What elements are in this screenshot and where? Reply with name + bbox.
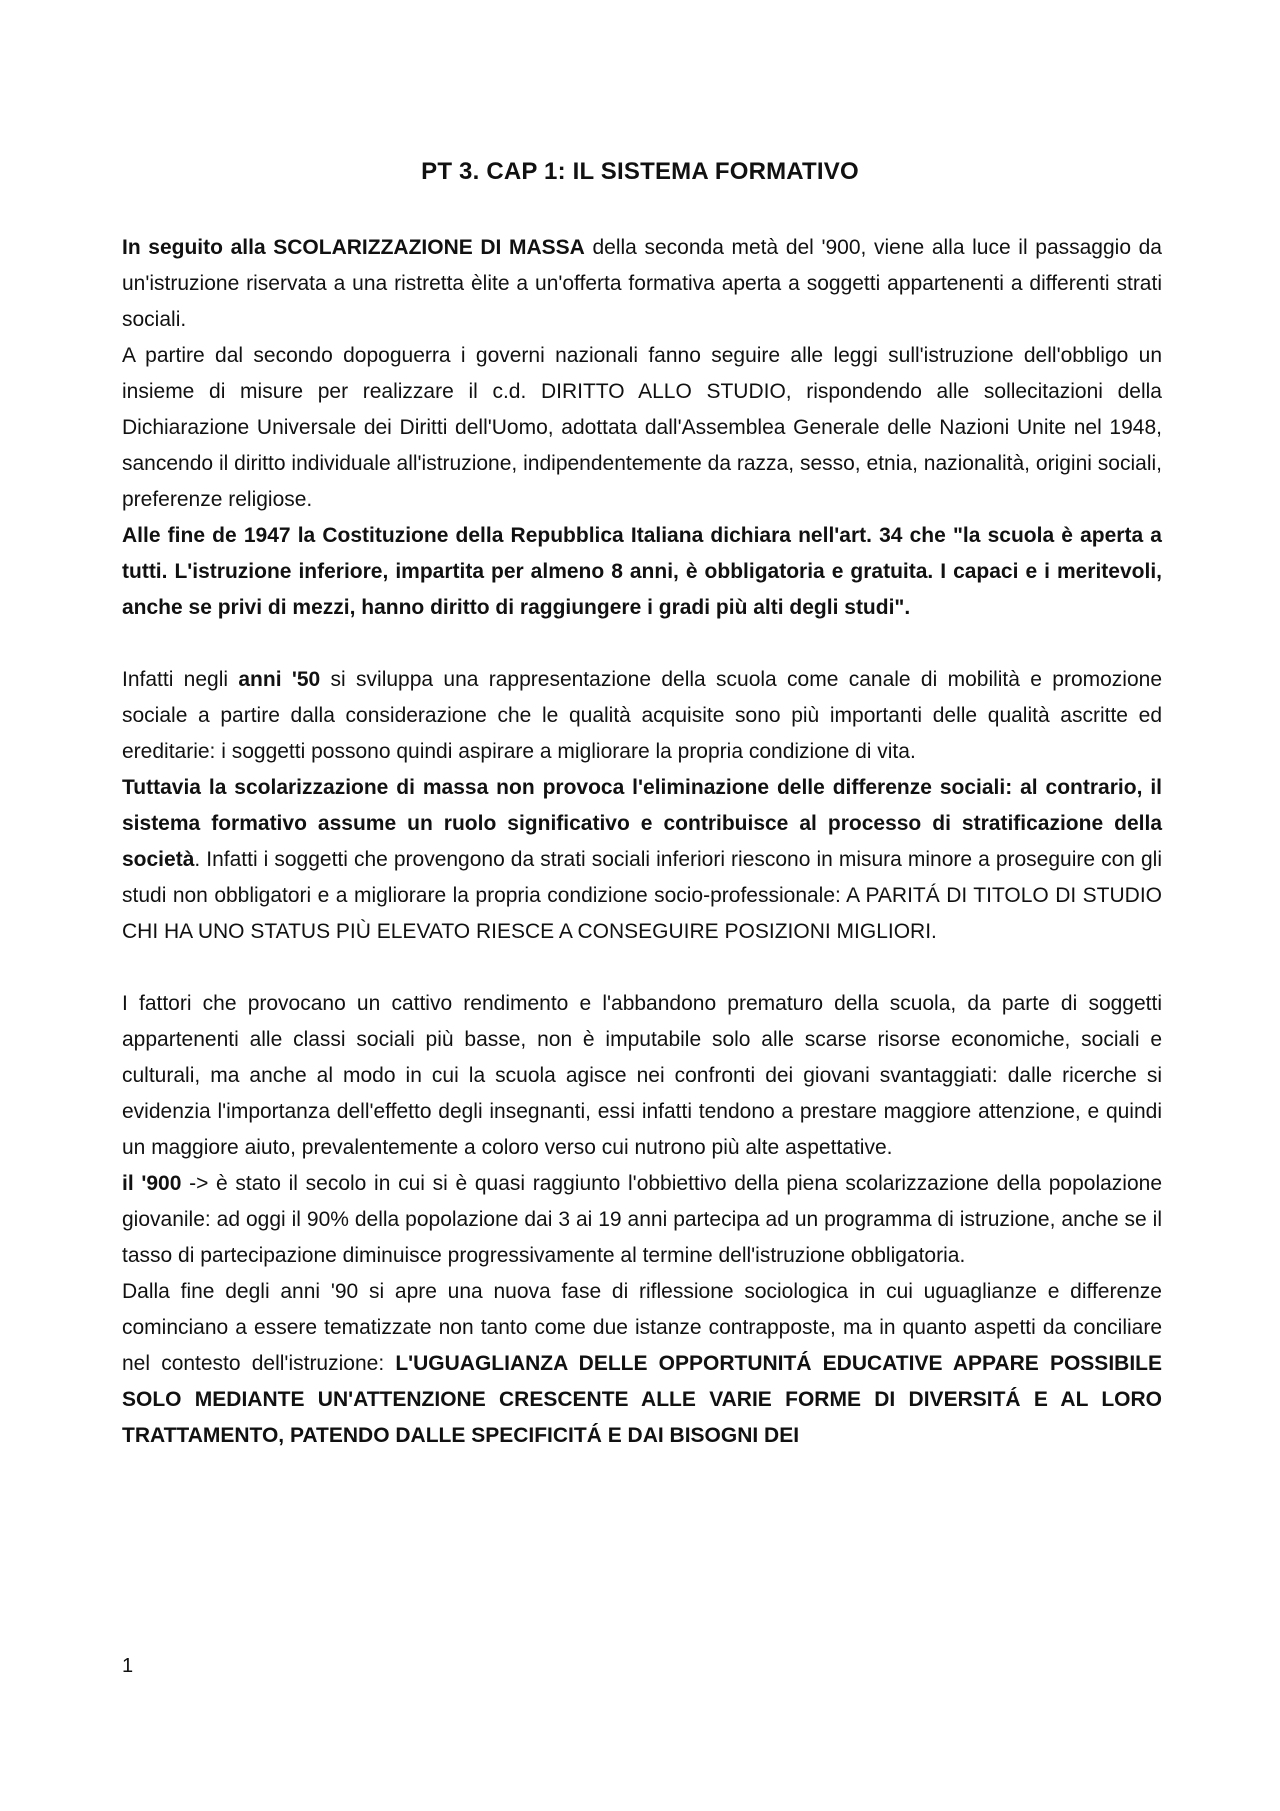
paragraph-1 <box>122 230 1162 338</box>
paragraph-4 <box>122 662 1162 770</box>
paragraph-6 <box>122 986 1162 1166</box>
page-title: PT 3. CAP 1: IL SISTEMA FORMATIVO <box>421 158 859 185</box>
paragraph-4-segment-2: anni '50 <box>238 668 321 691</box>
paragraph-3-segment-1: Alle fine de 1947 la Costituzione della Repubblica Italiana dichiara nell'art. 34 che "la scuola è aperta a tutti. L'istruzione inferiore, impartita per almeno 8 anni, è obbligatoria e gratuita. I capaci e i meritevoli, anche se privi di mezzi, hanno diritto di raggiungere i gradi più alti degli studi". <box>122 524 1162 619</box>
paragraph-1-segment-1: In seguito alla SCOLARIZZAZIONE DI MASSA <box>122 236 585 259</box>
paragraph-1-segment-2: della seconda metà del '900, viene alla luce il passaggio da un'istruzione riservata a una ristretta èlite a un'offerta formativa aperta a soggetti appartenenti a differenti strati sociali. <box>122 236 1162 331</box>
paragraph-7-segment-1: il '900 <box>122 1172 182 1195</box>
paragraph-5 <box>122 770 1162 950</box>
paragraph-3 <box>122 518 1162 626</box>
paragraph-5-segment-2: . Infatti i soggetti che provengono da strati sociali inferiori riescono in misura minore a proseguire con gli studi non obbligatori e a migliorare la propria condizione socio-professionale: A PARITÁ DI TITOLO DI STUDIO CHI HA UNO STATUS PIÙ ELEVATO RIESCE A CONSEGUIRE POSIZIONI MIGLIORI. <box>122 848 1162 943</box>
paragraph-8 <box>122 1274 1162 1454</box>
paragraph-8-segment-1: Dalla fine degli anni '90 si apre una nuova fase di riflessione sociologica in cui uguaglianze e differenze cominciano a essere tematizzate non tanto come due istanze contrapposte, ma in quanto aspetti da conciliare nel contesto dell'istruzione: <box>122 1280 1162 1375</box>
page-number: 1 <box>122 1655 134 1677</box>
paragraph-2-segment-1: A partire dal secondo dopoguerra i governi nazionali fanno seguire alle leggi sull'istruzione dell'obbligo un insieme di misure per realizzare il c.d. DIRITTO ALLO STUDIO, rispondendo alle sollecitazioni della Dichiarazione Universale dei Diritti dell'Uomo, adottata dall'Assemblea Generale delle Nazioni Unite nel 1948, sancendo il diritto individuale all'istruzione, indipendentemente da razza, sesso, etnia, nazionalità, origini sociali, preferenze religiose. <box>122 344 1162 511</box>
paragraph-5-segment-1: Tuttavia la scolarizzazione di massa non provoca l'eliminazione delle differenze sociali: al contrario, il sistema formativo assume un ruolo significativo e contribuisce al processo di stratificazione della società <box>122 776 1162 871</box>
paragraph-6-segment-1: I fattori che provocano un cattivo rendimento e l'abbandono prematuro della scuola, da parte di soggetti appartenenti alle classi sociali più basse, non è imputabile solo alle scarse risorse economiche, sociali e culturali, ma anche al modo in cui la scuola agisce nei confronti dei giovani svantaggiati: dalle ricerche si evidenzia l'importanza dell'effetto degli insegnanti, essi infatti tendono a prestare maggiore attenzione, e quindi un maggiore aiuto, prevalentemente a coloro verso cui nutrono più alte aspettative. <box>122 992 1162 1159</box>
paragraph-7-segment-2: -> è stato il secolo in cui si è quasi raggiunto l'obbiettivo della piena scolarizzazione della popolazione giovanile: ad oggi il 90% della popolazione dai 3 ai 19 anni partecipa ad un programma di istruzione, anche se il tasso di partecipazione diminuisce progressivamente al termine dell'istruzione obbligatoria. <box>122 1172 1162 1267</box>
paragraph-2 <box>122 338 1162 518</box>
paragraph-8-segment-2: L'UGUAGLIANZA DELLE OPPORTUNITÁ EDUCATIVE APPARE POSSIBILE SOLO MEDIANTE UN'ATTENZIONE CRESCENTE ALLE VARIE FORME DI DIVERSITÁ E AL LORO TRATTAMENTO, PATENDO DALLE SPECIFICITÁ E DAI BISOGNI DEI <box>122 1352 1162 1447</box>
paragraph-4-segment-1: Infatti negli <box>122 668 239 691</box>
paragraph-spacer <box>122 950 1162 986</box>
document-body <box>122 230 1162 1454</box>
paragraph-4-segment-3: si sviluppa una rappresentazione della scuola come canale di mobilità e promozione sociale a partire dalla considerazione che le qualità acquisite sono più importanti delle qualità ascritte ed ereditarie: i soggetti possono quindi aspirare a migliorare la propria condizione di vita. <box>122 668 1162 763</box>
paragraph-spacer <box>122 626 1162 662</box>
paragraph-7 <box>122 1166 1162 1274</box>
